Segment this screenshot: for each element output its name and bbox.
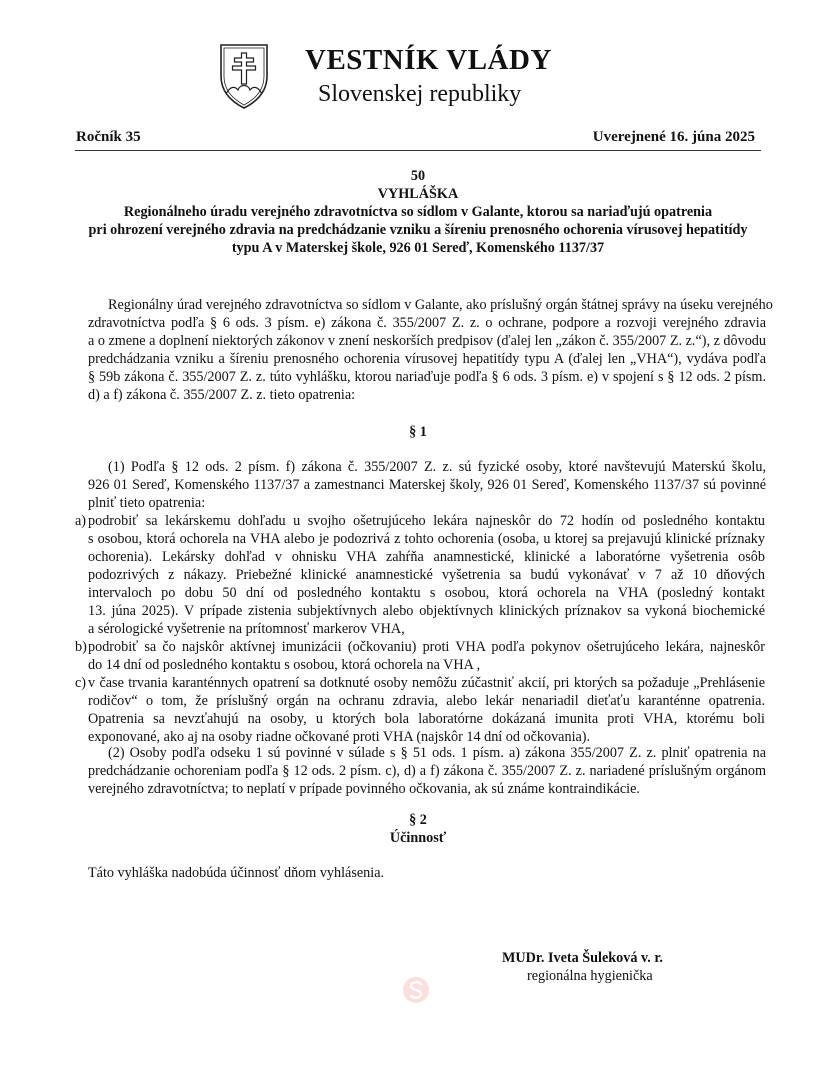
- list-item-line: Opatrenia sa nevzťahujú na osoby, u ktorých bola laboratórne dokázaná imunita proti VHA, ktorému boli: [88, 711, 765, 727]
- heading-line: Regionálneho úradu verejného zdravotníctva so sídlom v Galante, ktorou sa nariaďujú opatrenia: [123, 204, 713, 220]
- heading-line: typu A v Materskej škole, 926 01 Sereď, Komenského 1137/37: [231, 240, 605, 256]
- section-2-subtitle: Účinnosť: [389, 830, 447, 846]
- signatory-name: MUDr. Iveta Šuleková v. r.: [502, 950, 663, 966]
- effectiveness-text: Táto vyhláška nadobúda účinnosť dňom vyhlásenia.: [88, 865, 385, 881]
- list-item-line: v čase trvania karanténnych opatrení sa dotknuté osoby nemôžu zúčastniť akcií, pri ktorých sa požaduje „Prehlásenie: [88, 675, 765, 691]
- intro-line: § 59b zákona č. 355/2007 Z. z. túto vyhlášku, ktorou nariaďuje podľa § 6 ods. 3 písm. e) v spojení s § 12 ods. 2 písm.: [88, 369, 766, 385]
- intro-line: zdravotníctva podľa § 6 ods. 3 písm. e) zákona č. 355/2007 Z. z. o ochrane, podpore a rozvoji verejného zdravia: [88, 315, 766, 331]
- intro-paragraph: [88, 296, 773, 404]
- intro-line: predchádzania vzniku a šíreniu prenosného ochorenia vírusovej hepatitídy typu A (ďalej len „VHA“), vydáva podľa: [88, 351, 766, 367]
- header-divider: [75, 150, 761, 151]
- list-item-line: a sérologické vyšetrenie na prítomnosť markerov VHA,: [88, 621, 405, 637]
- document-heading: [75, 167, 761, 257]
- paragraph-line: (1) Podľa § 12 ods. 2 písm. f) zákona č. 355/2007 Z. z. sú fyzické osoby, ktoré navštevujú Materskú školu,: [108, 459, 766, 475]
- list-item-line: ochorenia). Lekársky dohľad v ohnisku VHA zahŕňa anamnestické, klinické a laboratórne vyšetrenia osôb: [88, 549, 765, 565]
- list-marker: c): [75, 675, 87, 691]
- paragraph-line: verejného zdravotníctva; to neplatí v prípade povinného očkovania, ak sú známe kontraindikácie.: [88, 781, 640, 797]
- list-item-line: rodičov“ o tom, že príslušný orgán na ochranu zdravia, alebo lekár nenariadil dieťaťu karanténne opatrenia.: [88, 693, 765, 709]
- document-type: VYHLÁŠKA: [377, 186, 459, 202]
- list-marker: b): [75, 639, 87, 655]
- list-item-line: exponované, ako aj na osoby riadne očkované proti VHA (najskôr 14 dní od očkovania).: [88, 729, 591, 745]
- publication-date: Uverejnené 16. júna 2025: [592, 129, 755, 145]
- section-1-paragraph-1: [88, 458, 766, 512]
- section-1-title: § 1: [409, 424, 427, 440]
- slovak-coat-of-arms-icon: [218, 42, 270, 110]
- paragraph-line: 926 01 Sereď, Komenského 1137/37 a zamestnanci Materskej školy, 926 01 Sereď, Komenského 1137/37 sú povinné: [88, 477, 766, 493]
- list-item-line: intervaloch po dobu 50 dní od posledného kontaktu s osobou, ktorá ochorela na VHA (posledný kontakt: [88, 585, 765, 601]
- list-item-line: podrobiť sa čo najskôr aktívnej imunizácii (očkovaniu) proti VHA podľa pokynov ošetrujúceho lekára, najneskôr: [88, 639, 765, 655]
- gazette-subtitle: Slovenskej republiky: [318, 81, 522, 107]
- list-marker: a): [75, 513, 87, 529]
- list-item-line: s osobou, ktorá ochorela na VHA alebo je podozrivá z tohto ochorenia (osoba, u ktorej sa prejavujú klinické príznaky: [88, 531, 765, 547]
- paragraph-line: plniť tieto opatrenia:: [88, 495, 206, 511]
- list-item-line: podozrivých z nákazy. Priebežné klinické anamnestické vyšetrenia sa budú vykonávať v 7 až 10 dňových: [88, 567, 765, 583]
- list-item-line: 13. júna 2025). V prípade zistenia subjektívnych alebo objektívnych klinických príznakov sa vykoná biochemické: [88, 603, 765, 619]
- paragraph-line: predchádzanie ochoreniam podľa § 12 ods. 2 písm. c), d) a f) zákona č. 355/2007 Z. z. nariadené príslušným orgánom: [88, 763, 766, 779]
- gazette-title: VESTNÍK VLÁDY: [305, 44, 552, 76]
- section-1-paragraph-2: [88, 744, 766, 798]
- intro-line: a o zmene a doplnení niektorých zákonov v znení neskorších predpisov (ďalej len „zákon č. 355/2007 Z. z.“), z dôvodu: [88, 333, 766, 349]
- intro-line: d) a f) zákona č. 355/2007 Z. z. tieto opatrenia:: [88, 387, 356, 403]
- s-logo-watermark-icon: [402, 976, 430, 1004]
- intro-line: Regionálny úrad verejného zdravotníctva so sídlom v Galante, ako príslušný orgán štátnej správy na úseku verejného: [108, 297, 773, 313]
- volume-number: Ročník 35: [76, 129, 141, 145]
- paragraph-line: (2) Osoby podľa odseku 1 sú povinné v súlade s § 51 ods. 1 písm. a) zákona 355/2007 Z. z. plniť opatrenia na: [108, 745, 766, 761]
- list-item-line: podrobiť sa lekárskemu dohľadu u svojho ošetrujúceho lekára najneskôr do 72 hodín od posledného kontaktu: [88, 513, 765, 529]
- signatory-role: regionálna hygienička: [527, 968, 653, 984]
- document-number: 50: [410, 168, 426, 184]
- list-item-line: do 14 dní od posledného kontaktu s osobou, ktorá ochorela na VHA ,: [88, 657, 481, 673]
- section-2-title: § 2: [409, 812, 427, 828]
- heading-line: pri ohrození verejného zdravia na predchádzanie vzniku a šíreniu prenosného ochorenia vírusovej hepatitídy: [88, 222, 748, 238]
